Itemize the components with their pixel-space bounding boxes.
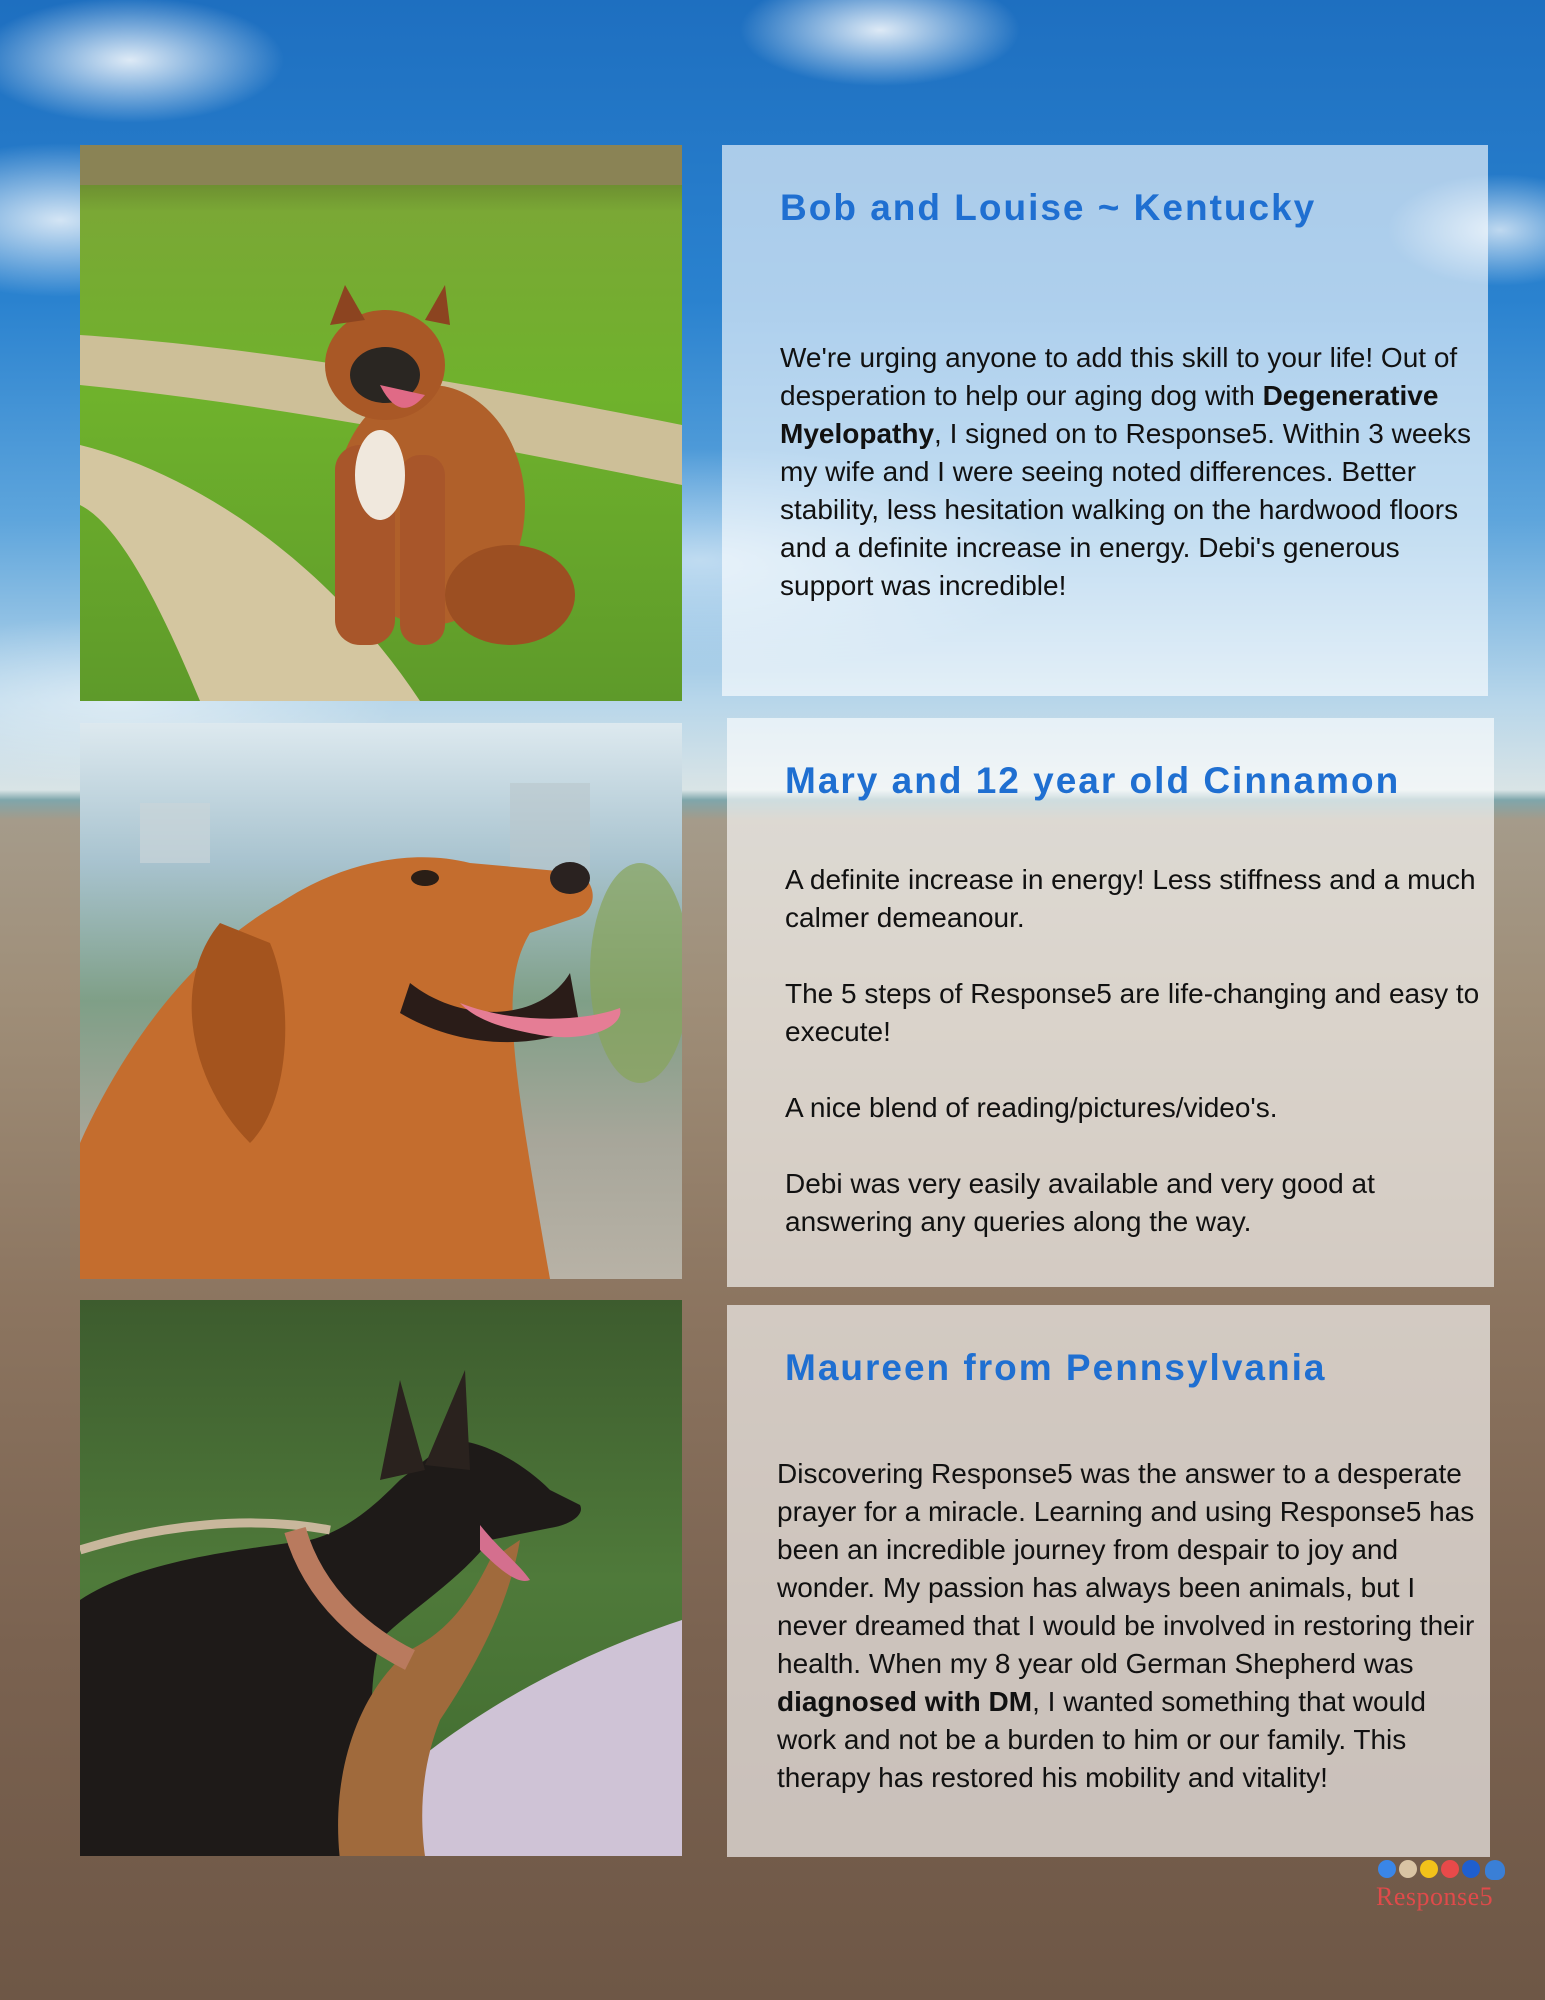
- testimonial-paragraph: We're urging anyone to add this skill to your life! Out of desperation to help our aging dog with Degenerative Myelopathy, I signed on to Response5. Within 3 weeks my wife and I were seeing noted differences. Better stability, less hesitation walking on the hardwood floors and a definite increase in energy. Debi's generous support was incredible!: [780, 342, 1471, 601]
- logo-dot: [1378, 1860, 1396, 1878]
- testimonial-body: [785, 861, 1482, 1241]
- testimonial-panel-bob-louise: [722, 145, 1488, 696]
- golden-retriever-photo: [80, 723, 682, 1279]
- logo-text: Response5: [1376, 1882, 1494, 1911]
- german-shepherd-photo: [80, 1300, 682, 1856]
- logo-dot: [1420, 1860, 1438, 1878]
- testimonial-title: Mary and 12 year old Cinnamon: [785, 760, 1401, 801]
- testimonial-title: Bob and Louise ~ Kentucky: [780, 187, 1317, 228]
- paw-icon: [1485, 1860, 1505, 1880]
- logo-dot: [1462, 1860, 1480, 1878]
- testimonial-paragraph: The 5 steps of Response5 are life-changing and easy to execute!: [785, 978, 1480, 1047]
- testimonial-paragraph: A definite increase in energy! Less stiffness and a much calmer demeanour.: [785, 864, 1476, 933]
- logo-dot: [1399, 1860, 1417, 1878]
- testimonial-paragraph: Discovering Response5 was the answer to a desperate prayer for a miracle. Learning and using Response5 has been an incredible journey from despair to joy and wonder. My passion has always been animals, but I never dreamed that I would be involved in restoring their health. When my 8 year old German Shepherd was diagnosed with DM, I wanted something that would work and not be a burden to him or our family. This therapy has restored his mobility and vitality!: [777, 1458, 1475, 1793]
- testimonial-body: [777, 1455, 1482, 1797]
- testimonial-panel-maureen: [727, 1305, 1490, 1857]
- testimonial-paragraph: Debi was very easily available and very good at answering any queries along the way.: [785, 1168, 1375, 1237]
- testimonial-title: Maureen from Pennsylvania: [785, 1347, 1327, 1388]
- testimonial-panel-mary-cinnamon: [727, 718, 1494, 1287]
- logo-dot: [1441, 1860, 1459, 1878]
- testimonial-body: [780, 339, 1476, 605]
- boxer-dog-photo: [80, 145, 682, 701]
- testimonial-paragraph: A nice blend of reading/pictures/video's.: [785, 1092, 1278, 1123]
- response5-logo: [1376, 1860, 1516, 1920]
- logo-dots: [1378, 1860, 1516, 1880]
